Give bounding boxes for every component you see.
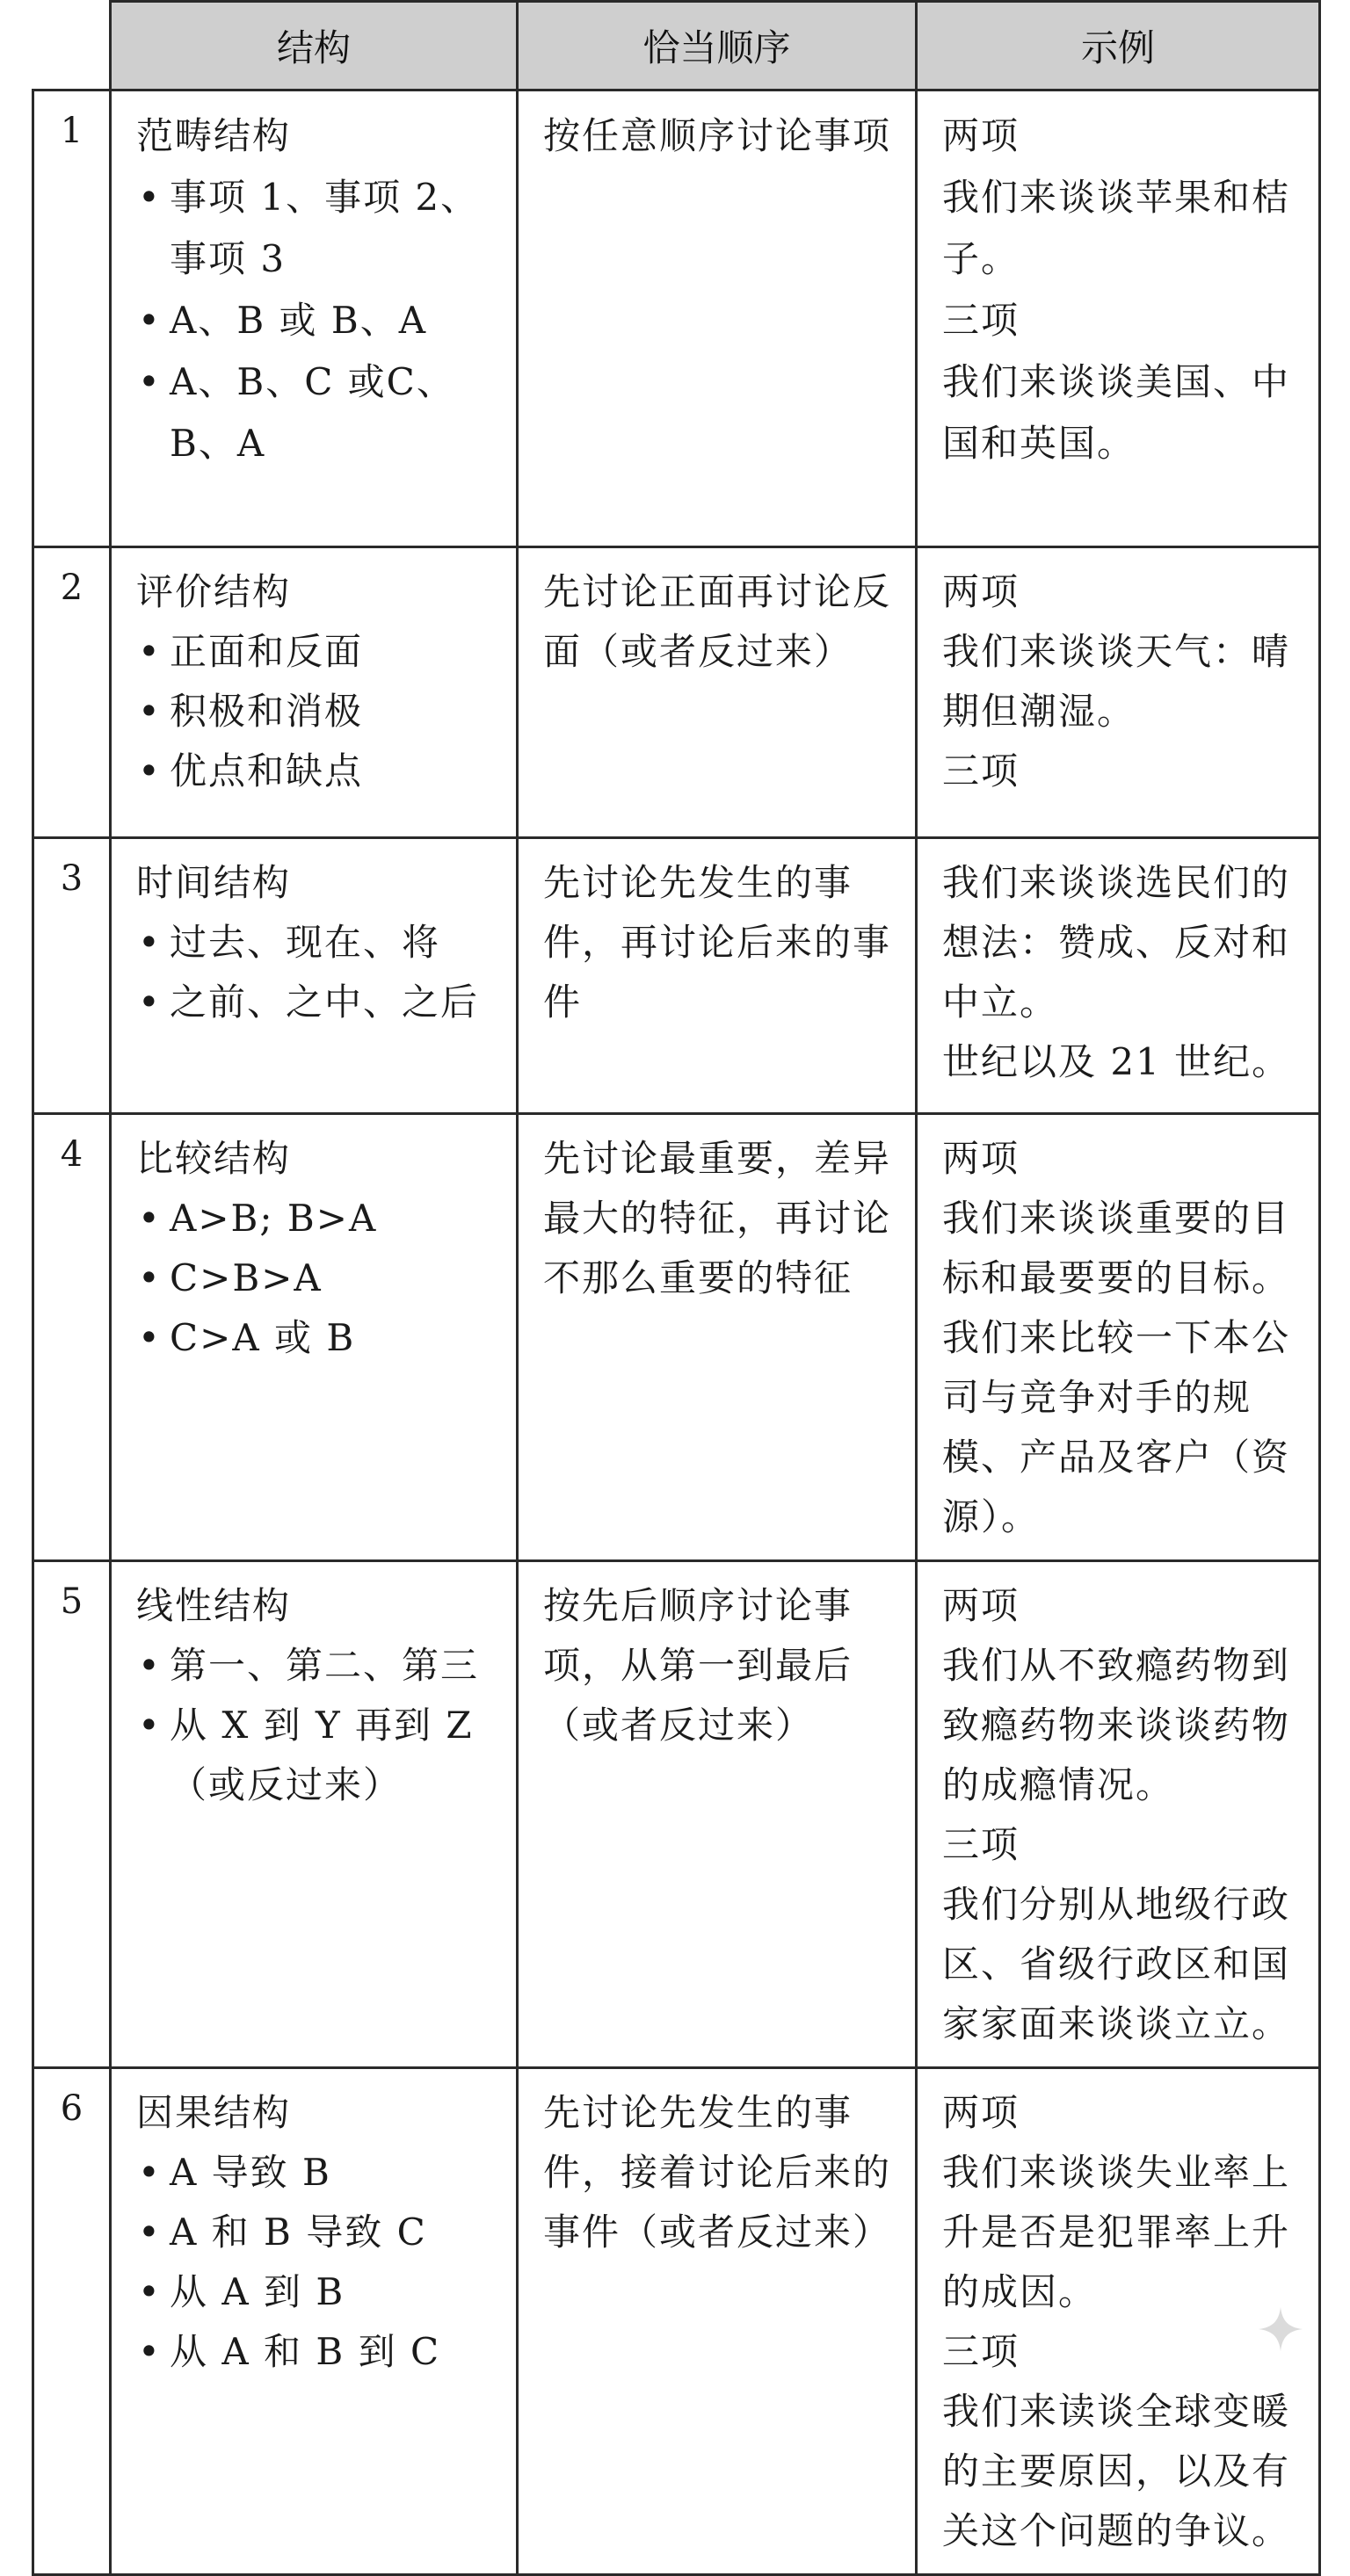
example-line: 世纪以及 21 世纪。 xyxy=(942,1040,1291,1083)
order-text: 先讨论先发生的事件，接着讨论后来的事件（或者反过来） xyxy=(543,2091,892,2254)
structure-item: • 第一、第二、第三 xyxy=(136,1636,497,1696)
order-cell xyxy=(518,2068,917,2575)
order-text: 先讨论最重要，差异最大的特征，再讨论不那么重要的特征 xyxy=(543,1137,892,1299)
row-number: 1 xyxy=(33,90,111,547)
row-number: 2 xyxy=(33,547,111,838)
structure-item: • 从 A 和 B 到 C xyxy=(136,2322,497,2382)
example-line: 两项 xyxy=(942,1584,1020,1627)
structure-title: 范畴结构 xyxy=(136,114,292,157)
order-text: 按先后顺序讨论事项，从第一到最后（或者反过来） xyxy=(543,1584,853,1747)
structure-title: 评价结构 xyxy=(136,570,292,613)
structure-cell xyxy=(111,1114,518,1561)
example-line: 我们来谈谈失业率上升是否是犯罪率上升的成因。 xyxy=(942,2151,1291,2313)
example-line: 我们从不致瘾药物到致瘾药物来谈谈药物的成瘾情况。 xyxy=(942,1644,1291,1806)
row-number: 3 xyxy=(33,838,111,1114)
structure-title: 线性结构 xyxy=(136,1584,292,1627)
sparkle-watermark-icon xyxy=(1257,2305,1304,2353)
order-text: 按任意顺序讨论事项 xyxy=(543,114,892,157)
structure-items xyxy=(136,167,497,474)
example-line: 我们来读谈全球变暖的主要原因，以及有关这个问题的争议。 xyxy=(942,2390,1291,2552)
structure-items xyxy=(136,913,497,1032)
order-cell xyxy=(518,547,917,838)
example-cell xyxy=(917,1114,1320,1561)
structure-items xyxy=(136,622,497,801)
example-line: 我们分别从地级行政区、省级行政区和国家家面来谈谈立立。 xyxy=(942,1883,1291,2045)
table-row xyxy=(33,547,1320,838)
structure-cell xyxy=(111,2068,518,2575)
order-cell xyxy=(518,90,917,547)
structure-item: • A、B 或 B、A xyxy=(136,290,497,351)
order-cell xyxy=(518,838,917,1114)
structure-item: • A、B、C 或C、B、A xyxy=(136,351,497,474)
table-row xyxy=(33,1561,1320,2068)
example-line: 两项 xyxy=(942,570,1020,613)
header-row xyxy=(33,2,1320,90)
example-line: 三项 xyxy=(942,1823,1020,1866)
example-line: 三项 xyxy=(942,749,1020,792)
structure-title: 因果结构 xyxy=(136,2091,292,2134)
example-line: 我们来比较一下本公司与竞争对手的规模、产品及客户（资源）。 xyxy=(942,1316,1291,1538)
example-line: 我们来谈谈天气：晴期但潮湿。 xyxy=(942,630,1291,733)
order-cell xyxy=(518,1561,917,2068)
structure-item: • 过去、现在、将 xyxy=(136,913,497,973)
structure-items xyxy=(136,1189,497,1368)
header-order: 恰当顺序 xyxy=(518,2,917,90)
structure-cell xyxy=(111,838,518,1114)
example-line: 我们来谈谈美国、中国和英国。 xyxy=(942,360,1291,465)
example-line: 我们来谈谈选民们的想法：赞成、反对和中立。 xyxy=(942,861,1291,1024)
header-example: 示例 xyxy=(917,2,1320,90)
example-line: 两项 xyxy=(942,114,1020,157)
example-cell xyxy=(917,838,1320,1114)
structure-item: • C>A 或 B xyxy=(136,1308,497,1368)
structure-item: • C>B>A xyxy=(136,1248,497,1308)
row-number: 4 xyxy=(33,1114,111,1561)
example-cell xyxy=(917,90,1320,547)
example-line: 两项 xyxy=(942,2091,1020,2134)
example-cell xyxy=(917,1561,1320,2068)
example-line: 我们来谈谈苹果和桔子。 xyxy=(942,176,1291,280)
table-row xyxy=(33,838,1320,1114)
row-number: 5 xyxy=(33,1561,111,2068)
structure-item: • A 导致 B xyxy=(136,2143,497,2203)
order-cell xyxy=(518,1114,917,1561)
structure-item: • A>B; B>A xyxy=(136,1189,497,1248)
order-text: 先讨论正面再讨论反面（或者反过来） xyxy=(543,570,892,673)
row-number: 6 xyxy=(33,2068,111,2575)
example-line: 我们来谈谈重要的目标和最要要的目标。 xyxy=(942,1197,1291,1299)
structure-item: • 从 A 到 B xyxy=(136,2262,497,2322)
structure-item: • 优点和缺点 xyxy=(136,742,497,801)
structure-item: • 从 X 到 Y 再到 Z（或反过来） xyxy=(136,1696,497,1815)
table-row xyxy=(33,1114,1320,1561)
structure-cell xyxy=(111,1561,518,2068)
example-cell xyxy=(917,547,1320,838)
example-line: 两项 xyxy=(942,1137,1020,1180)
structure-item: • A 和 B 导致 C xyxy=(136,2203,497,2262)
header-corner xyxy=(33,2,111,90)
example-line: 三项 xyxy=(942,2330,1020,2373)
structure-title: 比较结构 xyxy=(136,1137,292,1180)
structure-item: • 积极和消极 xyxy=(136,682,497,742)
structure-item: • 事项 1、事项 2、事项 3 xyxy=(136,167,497,290)
structure-table xyxy=(32,0,1321,2576)
structure-title: 时间结构 xyxy=(136,861,292,904)
structure-items xyxy=(136,2143,497,2382)
example-line: 三项 xyxy=(942,299,1020,342)
order-text: 先讨论先发生的事件，再讨论后来的事件 xyxy=(543,861,892,1024)
structure-item: • 正面和反面 xyxy=(136,622,497,682)
structure-items xyxy=(136,1636,497,1815)
structure-cell xyxy=(111,90,518,547)
structure-cell xyxy=(111,547,518,838)
table-row xyxy=(33,2068,1320,2575)
header-structure: 结构 xyxy=(111,2,518,90)
table-row xyxy=(33,90,1320,547)
structure-item: • 之前、之中、之后 xyxy=(136,973,497,1032)
